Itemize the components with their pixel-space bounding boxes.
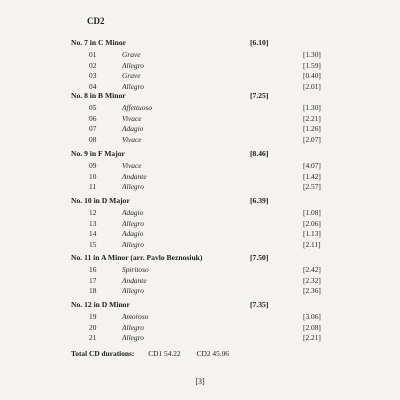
work-section	[0, 149, 400, 193]
track-number: 19	[89, 312, 97, 321]
work-header	[0, 38, 400, 50]
work-title: No. 11 in A Minor (arr. Pavlo Beznosiuk)	[71, 253, 203, 262]
page-number: [3]	[195, 377, 205, 386]
track-number: 14	[89, 229, 97, 238]
track-row	[0, 172, 400, 183]
track-row	[0, 61, 400, 72]
track-row	[0, 208, 400, 219]
track-row	[0, 103, 400, 114]
movement-name: Allegro	[122, 333, 144, 342]
track-row	[0, 50, 400, 61]
work-section	[0, 38, 400, 92]
movement-name: Andante	[122, 171, 147, 181]
track-number: 16	[89, 265, 97, 274]
work-title: No. 10 in D Major	[71, 196, 130, 205]
track-number: 09	[89, 161, 97, 170]
track-row	[0, 323, 400, 334]
movement-name: Grave	[122, 71, 141, 80]
work-duration: [7.50]	[250, 253, 269, 262]
track-duration: [2.11]	[303, 239, 321, 249]
movement-name: Vivace	[122, 161, 142, 170]
work-section	[0, 253, 400, 297]
track-row	[0, 135, 400, 146]
track-duration: [1.26]	[303, 124, 321, 133]
track-number: 17	[89, 275, 97, 285]
work-section	[0, 196, 400, 250]
track-row	[0, 114, 400, 125]
work-header	[0, 149, 400, 161]
track-duration: [1.30]	[303, 50, 321, 59]
movement-name: Affettuoso	[122, 103, 152, 112]
track-duration: [2.32]	[303, 275, 321, 285]
work-duration: [7.35]	[250, 300, 269, 309]
work-duration: [6.39]	[250, 196, 269, 205]
track-number: 12	[89, 208, 97, 217]
track-row	[0, 161, 400, 172]
track-number: 10	[89, 171, 97, 181]
track-row	[0, 219, 400, 230]
track-duration: [2.57]	[303, 182, 321, 191]
track-number: 18	[89, 286, 97, 295]
total-durations	[71, 349, 229, 358]
track-duration: [2.06]	[303, 218, 321, 228]
work-duration: [7.25]	[250, 91, 269, 100]
movement-name: Allegro	[122, 60, 144, 70]
track-row	[0, 182, 400, 193]
movement-name: Adagio	[122, 229, 144, 238]
track-number: 08	[89, 134, 97, 144]
work-header	[0, 196, 400, 208]
track-row	[0, 124, 400, 135]
work-section	[0, 91, 400, 145]
track-row	[0, 312, 400, 323]
movement-name: Vivace	[122, 134, 142, 144]
movement-name: Allegro	[122, 218, 144, 228]
track-number: 03	[89, 71, 97, 80]
track-number: 05	[89, 103, 97, 112]
track-duration: [2.36]	[303, 286, 321, 295]
movement-name: Allegro	[122, 286, 144, 295]
work-duration: [8.46]	[250, 149, 269, 158]
track-duration: [1.08]	[303, 208, 321, 217]
track-number: 20	[89, 322, 97, 332]
track-duration: [1.13]	[303, 229, 321, 238]
work-header	[0, 91, 400, 103]
track-duration: [1.30]	[303, 103, 321, 112]
track-duration: [1.59]	[303, 60, 321, 70]
movement-name: Adagio	[122, 208, 144, 217]
movement-name: Allegro	[122, 182, 144, 191]
movement-name: Vivace	[122, 113, 142, 123]
track-number: 04	[89, 81, 97, 91]
movement-name: Adagio	[122, 124, 144, 133]
movement-name: Amoroso	[122, 312, 149, 321]
track-duration: [2.08]	[303, 322, 321, 332]
track-duration: [2.21]	[303, 113, 321, 123]
track-number: 13	[89, 218, 97, 228]
movement-name: Allegro	[122, 81, 144, 91]
movement-name: Spiritoso	[122, 265, 149, 274]
track-duration: [1.42]	[303, 171, 321, 181]
track-row	[0, 276, 400, 287]
movement-name: Allegro	[122, 322, 144, 332]
movement-name: Andante	[122, 275, 147, 285]
track-number: 21	[89, 333, 97, 342]
track-duration: [2.01]	[303, 81, 321, 91]
track-row	[0, 286, 400, 297]
track-number: 15	[89, 239, 97, 249]
track-row	[0, 229, 400, 240]
track-duration: [2.21]	[303, 333, 321, 342]
work-section	[0, 300, 400, 344]
track-duration: [3.06]	[303, 312, 321, 321]
totals-cd2: CD2 45.06	[196, 349, 230, 358]
track-row	[0, 333, 400, 344]
track-row	[0, 71, 400, 82]
totals-cd1: CD1 54.22	[148, 349, 181, 358]
work-title: No. 7 in C Minor	[71, 38, 127, 47]
work-header	[0, 300, 400, 312]
work-title: No. 9 in F Major	[71, 149, 125, 158]
track-duration: [2.07]	[303, 134, 321, 144]
work-header	[0, 253, 400, 265]
track-duration: [4.07]	[303, 161, 321, 170]
cd-heading: CD2	[87, 16, 105, 26]
work-title: No. 12 in D Minor	[71, 300, 130, 309]
totals-label: Total CD durations:	[71, 349, 135, 358]
track-duration: [2.42]	[303, 265, 321, 274]
movement-name: Grave	[122, 50, 141, 59]
work-title: No. 8 in B Minor	[71, 91, 126, 100]
work-duration: [6.10]	[250, 38, 269, 47]
track-number: 11	[89, 182, 97, 191]
track-number: 01	[89, 50, 97, 59]
track-number: 06	[89, 113, 97, 123]
track-row	[0, 240, 400, 251]
track-duration: [0.40]	[303, 71, 321, 80]
movement-name: Allegro	[122, 239, 144, 249]
track-number: 07	[89, 124, 97, 133]
track-number: 02	[89, 60, 97, 70]
track-row	[0, 265, 400, 276]
